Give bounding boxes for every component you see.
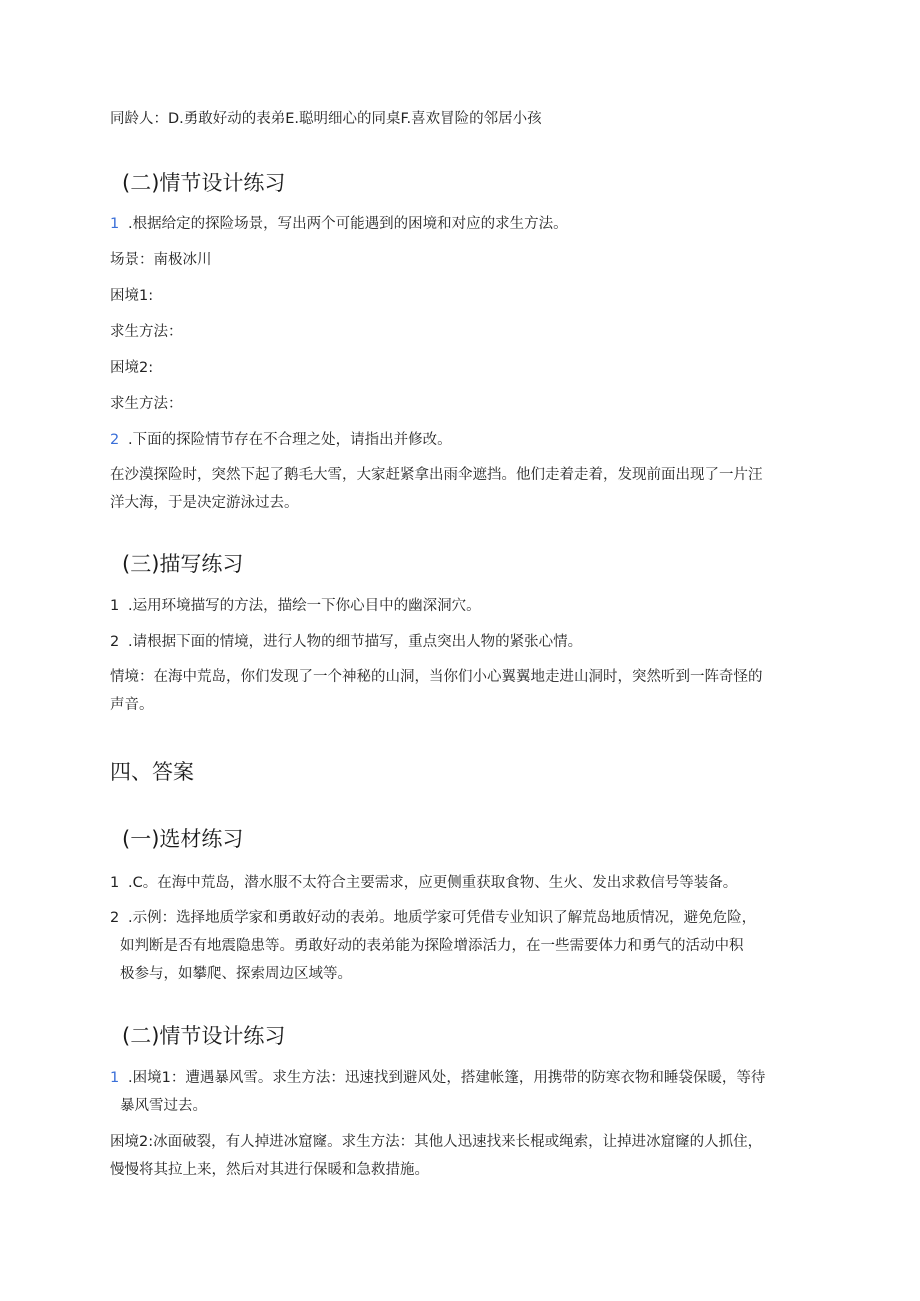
question-text: .根据给定的探险场景，写出两个可能遇到的困境和对应的求生方法。 <box>128 216 568 232</box>
answer-plot-2-line-1: 困境2:冰面破裂，有人掉进冰窟窿。求生方法：其他人迅速找来长棍或绳索，让掉进冰窟窿的人抓住， <box>110 1134 763 1150</box>
answer-text: .示例：选择地质学家和勇敢好动的表弟。地质学家可凭借专业知识了解荒岛地质情况，避免危险， <box>128 910 757 926</box>
answer-plot-1 <box>110 1069 765 1087</box>
situation-line-1: 情境：在海中荒岛，你们发现了一个神秘的山洞，当你们小心翼翼地走进山洞时，突然听到一阵奇怪的 <box>110 669 763 685</box>
question-text: .运用环境描写的方法，描绘一下你心目中的幽深洞穴。 <box>128 598 481 614</box>
answer-text: .C。在海中荒岛，潜水服不太符合主要需求，应更侧重获取食物、生火、发出求救信号等装备。 <box>128 875 738 891</box>
answer-material-2-line-3: 极参与，如攀爬、探索周边区域等。 <box>120 966 352 982</box>
plot-question-1 <box>110 215 568 233</box>
answer-number: 1 <box>110 1070 120 1086</box>
plot-question-2 <box>110 431 452 449</box>
question-number: 2 <box>110 634 120 650</box>
method-1-label: 求生方法： <box>110 324 183 340</box>
passage-line-2: 洋大海，于是决定游泳过去。 <box>110 495 299 511</box>
answer-plot-1-line-2: 暴风雪过去。 <box>120 1098 207 1114</box>
question-number: 1 <box>110 598 120 614</box>
desc-question-1 <box>110 597 481 615</box>
method-2-label: 求生方法： <box>110 396 183 412</box>
answers-heading: 四、答案 <box>110 760 194 784</box>
question-number: 1 <box>110 216 120 232</box>
answer-material-2 <box>110 909 756 927</box>
dilemma-1-label: 困境1: <box>110 288 154 304</box>
answer-material-1 <box>110 874 737 892</box>
dilemma-2-label: 困境2: <box>110 360 154 376</box>
answer-text: .困境1：遭遇暴风雪。求生方法：迅速找到避风处，搭建帐篷，用携带的防寒衣物和睡袋保暖，等待 <box>128 1070 766 1086</box>
section-heading-description: (三)描写练习 <box>122 552 244 576</box>
answer-material-2-line-2: 如判断是否有地震隐患等。勇敢好动的表弟能为探险增添活力，在一些需要体力和勇气的活动中积 <box>120 938 744 954</box>
question-number: 2 <box>110 432 120 448</box>
peers-line: 同龄人：D.勇敢好动的表弟E.聪明细心的同桌F.喜欢冒险的邻居小孩 <box>110 111 542 127</box>
answer-plot-2-line-2: 慢慢将其拉上来，然后对其进行保暖和急救措施。 <box>110 1162 429 1178</box>
question-text: .下面的探险情节存在不合理之处，请指出并修改。 <box>128 432 452 448</box>
passage-line-1: 在沙漠探险时，突然下起了鹅毛大雪，大家赶紧拿出雨伞遮挡。他们走着走着，发现前面出现了一片汪 <box>110 467 763 483</box>
answer-number: 2 <box>110 910 120 926</box>
situation-line-2: 声音。 <box>110 697 154 713</box>
desc-question-2 <box>110 633 582 651</box>
section-heading-plot: (二)情节设计练习 <box>122 171 286 195</box>
question-text: .请根据下面的情境，进行人物的细节描写，重点突出人物的紧张心情。 <box>128 634 583 650</box>
answer-number: 1 <box>110 875 120 891</box>
answers-material-heading: (一)选材练习 <box>122 827 244 851</box>
answers-plot-heading: (二)情节设计练习 <box>122 1024 286 1048</box>
scene-line: 场景：南极冰川 <box>110 252 212 268</box>
